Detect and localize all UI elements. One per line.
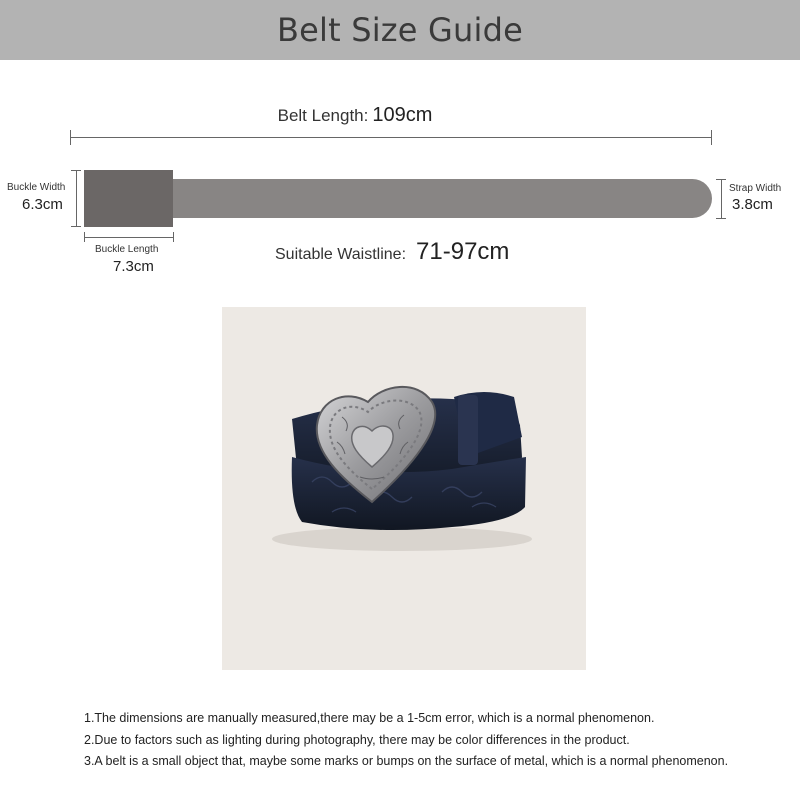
note-item: 2.Due to factors such as lighting during photography, there may be color differences in the product.: [84, 732, 630, 747]
buckle-width-label: Buckle Width: [7, 182, 66, 193]
waistline-value: 71-97cm: [416, 238, 510, 265]
strap-width-tick-bottom: [716, 218, 726, 219]
buckle-width-tick-bottom: [71, 226, 81, 227]
strap-width-value: 3.8cm: [732, 196, 773, 213]
buckle-length-tick-left: [84, 232, 85, 242]
strap-width-line: [721, 179, 722, 219]
product-photo: [222, 307, 586, 670]
belt-length-label: [0, 104, 710, 127]
buckle-length-line: [84, 237, 174, 238]
belt-buckle-diagram: [84, 170, 173, 227]
belt-length-value: 109cm: [372, 104, 433, 126]
notes-list: [84, 708, 784, 773]
buckle-length-label: Buckle Length: [95, 244, 159, 255]
buckle-length-tick-right: [173, 232, 174, 242]
header-bar: [0, 0, 800, 60]
page-title: Belt Size Guide: [276, 11, 524, 49]
heart-buckle-belt-photo: [222, 307, 586, 670]
belt-length-tick-right: [711, 130, 712, 145]
waistline-caption: Suitable Waistline:: [275, 246, 407, 263]
waistline-label: [275, 238, 509, 266]
buckle-width-line: [76, 170, 77, 227]
strap-width-label: Strap Width: [729, 183, 782, 194]
belt-length-tick-left: [70, 130, 71, 145]
belt-length-caption: Belt Length:: [277, 106, 369, 125]
note-item: 1.The dimensions are manually measured,there may be a 1-5cm error, which is a normal phenomenon.: [84, 711, 655, 725]
buckle-length-value: 7.3cm: [113, 258, 154, 275]
belt-strap-diagram: [173, 179, 712, 218]
belt-length-line: [70, 137, 712, 138]
strap-width-tick-top: [716, 179, 726, 180]
note-item: 3.A belt is a small object that, maybe some marks or bumps on the surface of metal, which is a normal phenomenon.: [84, 754, 729, 768]
buckle-width-value: 6.3cm: [22, 196, 63, 213]
buckle-width-tick-top: [71, 170, 81, 171]
